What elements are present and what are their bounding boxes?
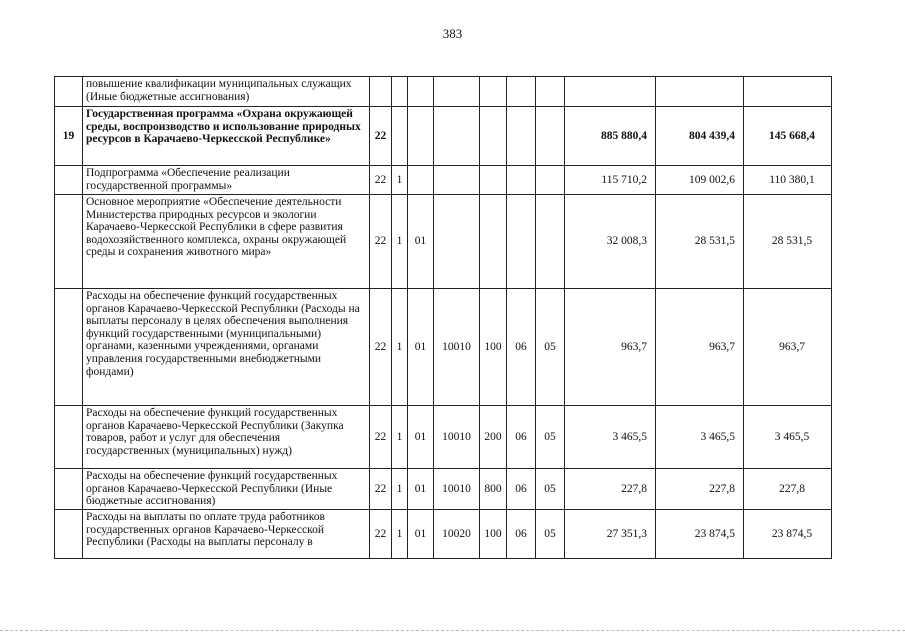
row-name-cell: Расходы на обеспечение функций государственных органов Карачаево-Черкесской Республики (Иные бюджетные ассигнования) <box>83 469 370 510</box>
row-number-cell <box>55 195 83 289</box>
section-code-cell <box>507 195 536 289</box>
section-code-cell: 06 <box>507 469 536 510</box>
row-number-cell <box>55 77 83 107</box>
expense-type-code-cell: 200 <box>480 406 507 469</box>
row-name-cell: Основное мероприятие «Обеспечение деятельности Министерства природных ресурсов и экологии Карачаево-Черкесской Республики в сфере развития водохозяйственного комплекса, охраны окружающей среды и сохранения животного мира» <box>83 195 370 289</box>
subprogram-code-cell: 1 <box>392 406 408 469</box>
amount-year-3-cell: 23 874,5 <box>744 510 832 559</box>
amount-year-1-cell: 963,7 <box>565 289 656 406</box>
row-number-cell <box>55 406 83 469</box>
main-activity-code-cell: 01 <box>408 289 434 406</box>
scan-edge-line <box>0 630 905 631</box>
amount-year-1-cell: 115 710,2 <box>565 166 656 195</box>
amount-year-1-cell: 27 351,3 <box>565 510 656 559</box>
amount-year-2-cell <box>656 77 744 107</box>
row-number-cell <box>55 166 83 195</box>
expense-type-code-cell: 100 <box>480 289 507 406</box>
section-code-cell <box>507 166 536 195</box>
amount-year-3-cell: 3 465,5 <box>744 406 832 469</box>
amount-year-3-cell: 145 668,4 <box>744 107 832 166</box>
table-row <box>55 510 832 559</box>
subsection-code-cell <box>536 107 565 166</box>
row-number-cell <box>55 289 83 406</box>
subsection-code-cell <box>536 77 565 107</box>
subprogram-code-cell: 1 <box>392 166 408 195</box>
expense-type-code-cell <box>480 166 507 195</box>
subsection-code-cell: 05 <box>536 406 565 469</box>
row-name-cell: Расходы на обеспечение функций государственных органов Карачаево-Черкесской Республики (Расходы на выплаты персоналу в целях обеспечения выполнения функций государственными (муниципальными) органами, казенными учреждениями, органами управления государственными внебюджетными фондами) <box>83 289 370 406</box>
section-code-cell: 06 <box>507 289 536 406</box>
program-code-cell: 22 <box>370 195 392 289</box>
section-code-cell <box>507 107 536 166</box>
direction-code-cell <box>434 195 480 289</box>
subsection-code-cell <box>536 195 565 289</box>
amount-year-3-cell <box>744 77 832 107</box>
amount-year-1-cell: 3 465,5 <box>565 406 656 469</box>
amount-year-1-cell: 885 880,4 <box>565 107 656 166</box>
amount-year-2-cell: 227,8 <box>656 469 744 510</box>
table-row <box>55 166 832 195</box>
row-number-cell <box>55 510 83 559</box>
amount-year-2-cell: 23 874,5 <box>656 510 744 559</box>
direction-code-cell: 10010 <box>434 469 480 510</box>
program-code-cell: 22 <box>370 469 392 510</box>
row-name-cell: Подпрограмма «Обеспечение реализации государственной программы» <box>83 166 370 195</box>
amount-year-2-cell: 963,7 <box>656 289 744 406</box>
direction-code-cell <box>434 166 480 195</box>
table-row <box>55 469 832 510</box>
program-code-cell: 22 <box>370 510 392 559</box>
amount-year-3-cell: 227,8 <box>744 469 832 510</box>
main-activity-code-cell: 01 <box>408 195 434 289</box>
subsection-code-cell: 05 <box>536 469 565 510</box>
direction-code-cell: 10020 <box>434 510 480 559</box>
expense-type-code-cell: 100 <box>480 510 507 559</box>
subprogram-code-cell: 1 <box>392 510 408 559</box>
amount-year-1-cell: 32 008,3 <box>565 195 656 289</box>
expense-type-code-cell: 800 <box>480 469 507 510</box>
expense-type-code-cell <box>480 77 507 107</box>
amount-year-3-cell: 28 531,5 <box>744 195 832 289</box>
direction-code-cell <box>434 77 480 107</box>
table-row <box>55 406 832 469</box>
amount-year-2-cell: 28 531,5 <box>656 195 744 289</box>
section-code-cell <box>507 77 536 107</box>
main-activity-code-cell <box>408 77 434 107</box>
main-activity-code-cell <box>408 166 434 195</box>
row-number-cell: 19 <box>55 107 83 166</box>
expense-type-code-cell <box>480 195 507 289</box>
section-code-cell: 06 <box>507 406 536 469</box>
section-code-cell: 06 <box>507 510 536 559</box>
program-code-cell <box>370 77 392 107</box>
subsection-code-cell: 05 <box>536 510 565 559</box>
program-code-cell: 22 <box>370 166 392 195</box>
budget-table <box>54 76 832 559</box>
amount-year-2-cell: 804 439,4 <box>656 107 744 166</box>
expense-type-code-cell <box>480 107 507 166</box>
direction-code-cell: 10010 <box>434 289 480 406</box>
table-row <box>55 107 832 166</box>
row-name-cell: повышение квалификации муниципальных служащих (Иные бюджетные ассигнования) <box>83 77 370 107</box>
subprogram-code-cell: 1 <box>392 195 408 289</box>
main-activity-code-cell <box>408 107 434 166</box>
amount-year-1-cell: 227,8 <box>565 469 656 510</box>
program-code-cell: 22 <box>370 107 392 166</box>
table-row <box>55 77 832 107</box>
main-activity-code-cell: 01 <box>408 469 434 510</box>
table-row <box>55 289 832 406</box>
main-activity-code-cell: 01 <box>408 406 434 469</box>
table-row <box>55 195 832 289</box>
direction-code-cell <box>434 107 480 166</box>
direction-code-cell: 10010 <box>434 406 480 469</box>
row-name-cell: Расходы на обеспечение функций государственных органов Карачаево-Черкесской Республики (Закупка товаров, работ и услуг для обеспечения государственных (муниципальных) нужд) <box>83 406 370 469</box>
main-activity-code-cell: 01 <box>408 510 434 559</box>
program-code-cell: 22 <box>370 289 392 406</box>
row-name-cell: Расходы на выплаты по оплате труда работников государственных органов Карачаево-Черкесской Республики (Расходы на выплаты персоналу в <box>83 510 370 559</box>
subprogram-code-cell: 1 <box>392 469 408 510</box>
program-code-cell: 22 <box>370 406 392 469</box>
subsection-code-cell: 05 <box>536 289 565 406</box>
amount-year-1-cell <box>565 77 656 107</box>
subprogram-code-cell: 1 <box>392 289 408 406</box>
table-body <box>55 77 832 559</box>
row-name-cell: Государственная программа «Охрана окружающей среды, воспроизводство и использование природных ресурсов в Карачаево-Черкесской Республике» <box>83 107 370 166</box>
amount-year-2-cell: 3 465,5 <box>656 406 744 469</box>
amount-year-3-cell: 963,7 <box>744 289 832 406</box>
amount-year-3-cell: 110 380,1 <box>744 166 832 195</box>
page-number: 383 <box>442 26 463 41</box>
row-number-cell <box>55 469 83 510</box>
subsection-code-cell <box>536 166 565 195</box>
subprogram-code-cell <box>392 107 408 166</box>
subprogram-code-cell <box>392 77 408 107</box>
amount-year-2-cell: 109 002,6 <box>656 166 744 195</box>
